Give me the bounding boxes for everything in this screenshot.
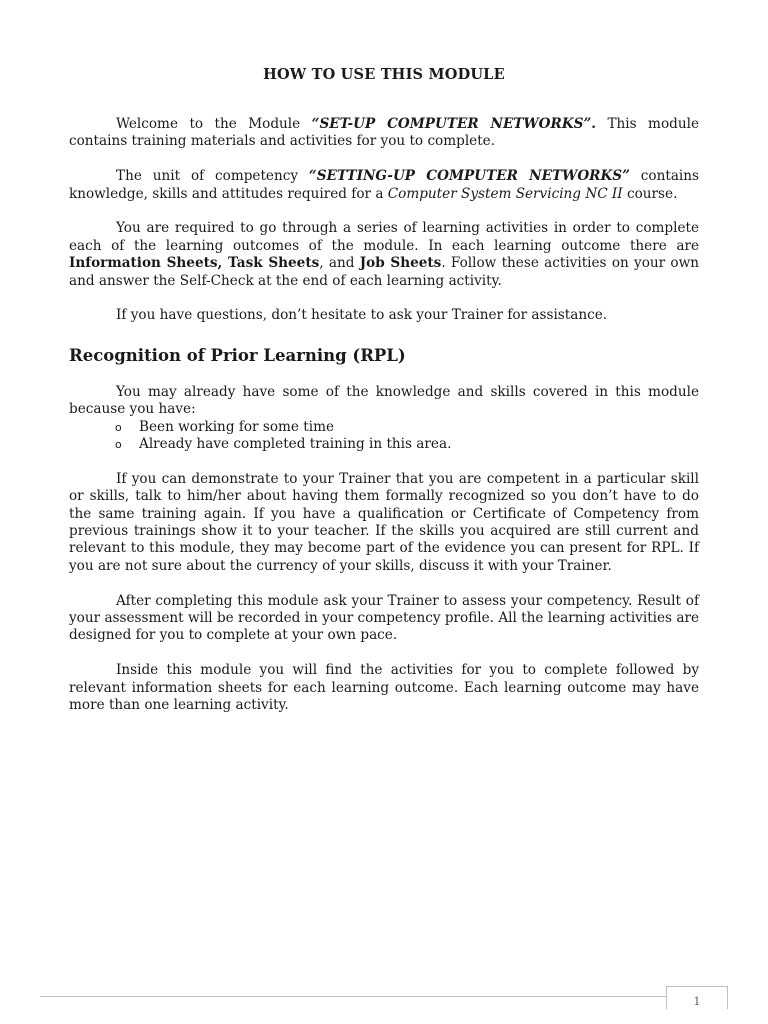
bullet-text: Already have completed training in this area. [139, 436, 452, 453]
intro-paragraph-2 [69, 168, 699, 203]
intro-text: The unit of competency [116, 168, 309, 185]
rpl-paragraph-4: Inside this module you will find the activities for you to complete followed by relevant information sheets for each learning outcome. Each learning outcome may have more than one learning activity. [69, 662, 699, 714]
rpl-paragraph-3: After completing this module ask your Trainer to assess your competency. Result of your assessment will be recorded in your competency profile. All the learning activities are designed for you to complete at your own pace. [69, 592, 699, 644]
page-number: 1 [693, 995, 701, 1008]
footer-divider [40, 996, 666, 997]
course-name: Computer System Servicing NC II [387, 185, 623, 202]
intro-paragraph-3 [69, 220, 699, 290]
intro-paragraph-1 [69, 116, 699, 151]
job-sheets: Job Sheets [359, 255, 442, 272]
module-name: “SET-UP COMPUTER NETWORKS”. [311, 116, 597, 132]
intro-text: contains knowledge, skills and attitudes required for a [69, 168, 699, 202]
rpl-paragraph-2: If you can demonstrate to your Trainer that you are competent in a particular skill or skills, talk to him/her about having them formally recognized so you don’t have to do the same training again. If you have a qualification or Certificate of Competency from previous trainings show it to your teacher. If the skills you acquired are still current and relevant to this module, they may become part of the evidence you can present for RPL. If you are not sure about the currency of your skills, discuss it with your Trainer. [69, 470, 699, 574]
intro-text: . Follow these activities on your own and answer the Self-Check at the end of each learning activity. [69, 255, 699, 289]
page-number-box [666, 986, 728, 1009]
unit-of-competency-name: “SETTING-UP COMPUTER NETWORKS” [308, 168, 630, 185]
intro-text: Welcome to the Module [116, 116, 312, 132]
rpl-paragraph-1: You may already have some of the knowledge and skills covered in this module because you have: [69, 383, 699, 418]
document-body [69, 116, 699, 732]
rpl-bullet-list [69, 419, 699, 454]
bullet-text: Been working for some time [139, 418, 335, 435]
bullet-icon: o [115, 438, 122, 452]
intro-text: , and [319, 255, 360, 272]
intro-text: This module contains training materials and activities for you to complete. [69, 116, 699, 150]
bullet-icon: o [115, 420, 122, 434]
rpl-heading: Recognition of Prior Learning (RPL) [69, 345, 406, 365]
list-item [69, 436, 699, 453]
list-item [69, 419, 699, 436]
page-title: HOW TO USE THIS MODULE [263, 66, 505, 83]
intro-text: You are required to go through a series of learning activities in order to complete each of the learning outcomes of the module. In each learning outcome there are [69, 220, 699, 254]
sheet-types: Information Sheets, Task Sheets [69, 255, 320, 272]
intro-paragraph-4: If you have questions, don’t hesitate to ask your Trainer for assistance. [116, 307, 608, 324]
intro-text: course. [622, 185, 678, 202]
